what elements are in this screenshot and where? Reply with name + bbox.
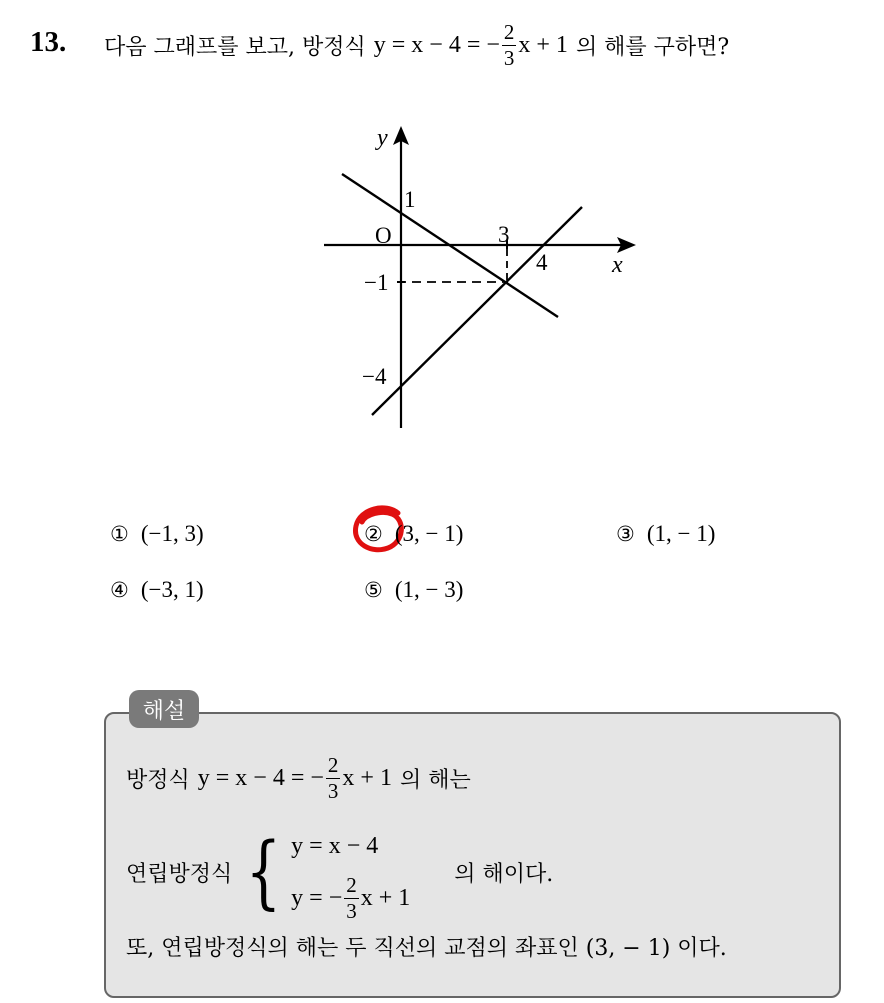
origin-label: O — [375, 223, 392, 248]
left-brace: { — [245, 825, 282, 918]
question-equation-right: x + 1 — [518, 31, 568, 58]
choice-4-mark: ④ — [110, 578, 129, 602]
choice-4[interactable] — [110, 577, 204, 603]
fraction-denominator: 3 — [346, 898, 357, 923]
solution-line3-text: 또, 연립방정식의 해는 두 직선의 교점의 좌표인 (3, − 1) 이다. — [126, 935, 727, 961]
choice-3[interactable] — [616, 521, 715, 547]
solution-line1-eq-right: x + 1 — [342, 764, 392, 791]
y-intercept-neg4-label: −4 — [362, 364, 387, 389]
solution-line1-eq-left: y = x − 4 = − — [197, 764, 324, 791]
x-axis-label: x — [612, 252, 623, 278]
choice-5-mark: ⑤ — [364, 578, 383, 602]
fraction-denominator: 3 — [327, 778, 339, 803]
x-intercept-4-label: 4 — [536, 250, 548, 275]
solution-line-2 — [126, 822, 553, 922]
solution-line1-prefix: 방정식 — [126, 767, 190, 793]
choice-1-mark: ① — [110, 522, 129, 546]
solution-tab: 해설 — [129, 690, 199, 728]
y-tick-neg1-label: −1 — [364, 270, 389, 295]
solution-line1-suffix: 의 해는 — [399, 767, 471, 793]
question-number: 13. — [30, 26, 67, 58]
choice-2-text: (3, − 1) — [394, 521, 464, 546]
fraction-numerator: 2 — [346, 872, 357, 897]
question-suffix: 의 해를 구하면? — [575, 34, 730, 60]
fraction-numerator: 2 — [503, 19, 515, 44]
choice-1-text: (−1, 3) — [140, 521, 204, 546]
solution-line-3 — [126, 926, 727, 966]
question-prefix: 다음 그래프를 보고, 방정식 — [104, 34, 366, 60]
choice-3-mark: ③ — [616, 522, 635, 546]
choice-2[interactable] — [364, 521, 463, 547]
choice-5[interactable] — [364, 577, 463, 603]
question-equation-left: y = x − 4 = − — [373, 31, 500, 58]
equation-system — [291, 826, 411, 923]
choice-5-text: (1, − 3) — [394, 577, 464, 602]
solution-line2-suffix: 의 해이다. — [454, 861, 554, 887]
solution-line1-fraction — [326, 752, 341, 803]
y-axis-label: y — [377, 125, 388, 151]
choice-2-mark: ② — [364, 522, 383, 546]
choice-4-text: (−3, 1) — [140, 577, 204, 602]
choice-3-text: (1, − 1) — [646, 521, 716, 546]
fraction-numerator: 2 — [327, 752, 339, 777]
x-tick-3-label: 3 — [498, 222, 510, 247]
y-intercept-1-label: 1 — [404, 187, 416, 212]
solution-line-1 — [126, 750, 471, 806]
choice-1[interactable] — [110, 521, 204, 547]
system-equation-1: y = x − 4 — [291, 832, 379, 859]
fraction-denominator: 3 — [503, 45, 515, 70]
system-equation-2-left: y = − — [291, 884, 343, 911]
system-fraction — [344, 872, 359, 923]
solution-line2-prefix: 연립방정식 — [126, 861, 233, 887]
system-equation-2-right: x + 1 — [360, 884, 411, 911]
